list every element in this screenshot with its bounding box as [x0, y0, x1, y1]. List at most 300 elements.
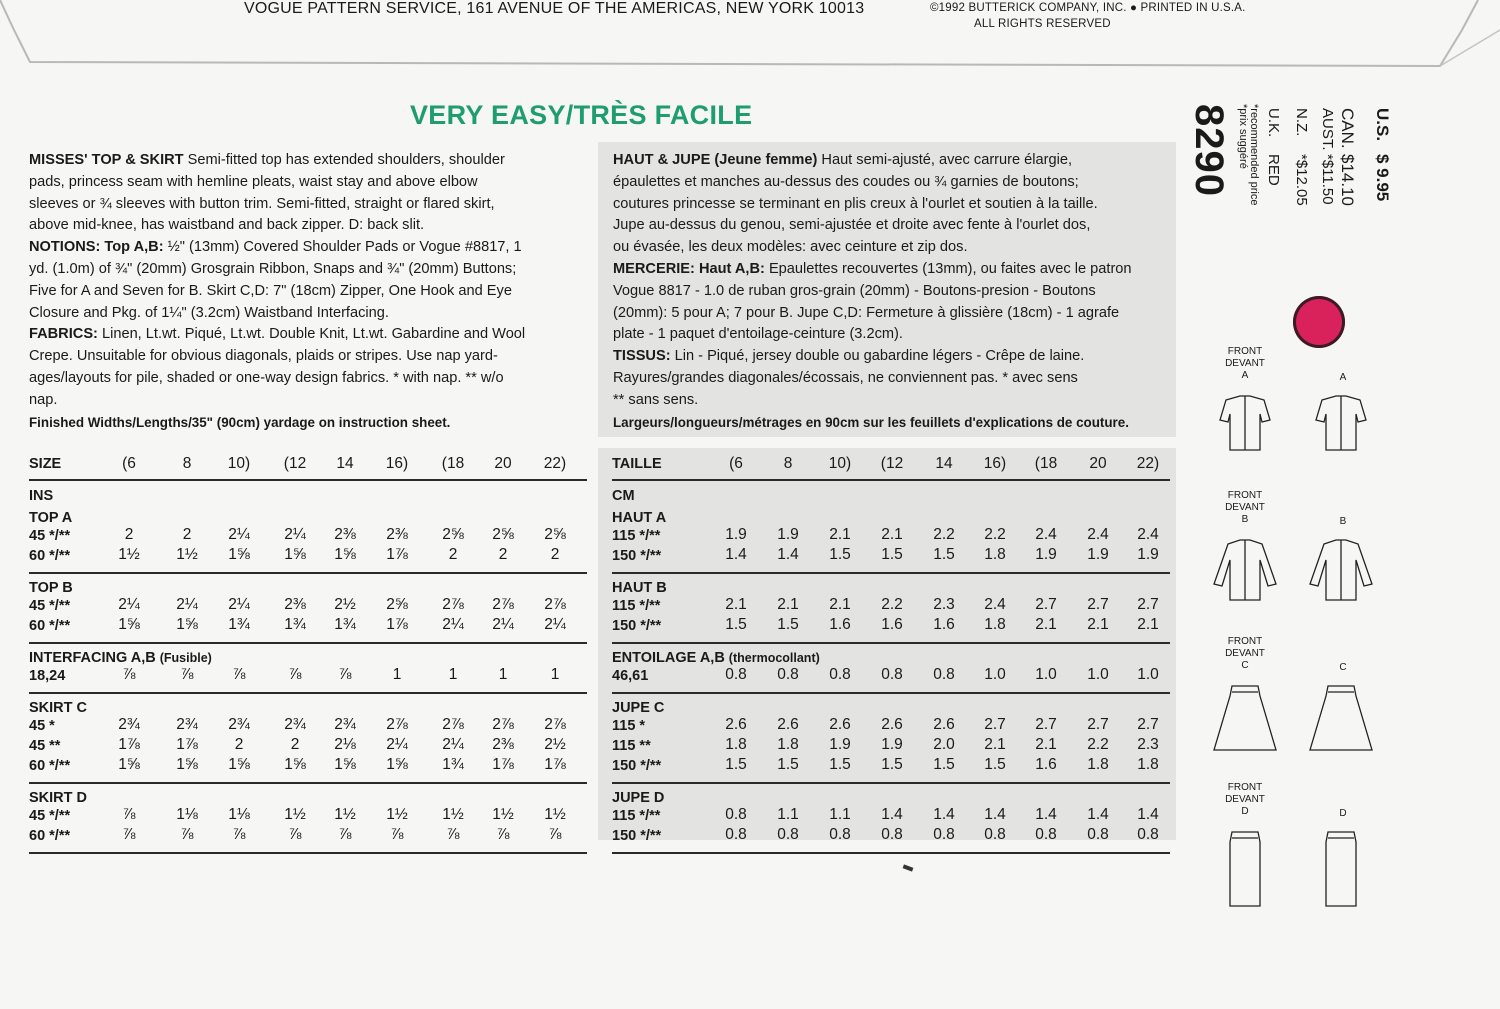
table-cell: 1.6 [933, 616, 955, 633]
table-cell: 2⅜ [334, 526, 356, 543]
row-label: 115 * [612, 718, 646, 734]
table-cell: 1⅞ [492, 756, 514, 773]
table-cell: 2⅞ [544, 596, 566, 613]
size-header-cell: 10) [828, 455, 852, 472]
size-header-cell: 16) [385, 455, 409, 472]
price-country: U.K. [1265, 108, 1282, 138]
group-title: TOP B [29, 580, 73, 596]
description-text: Epaulettes recouvertes (13mm), ou faites avec le patron [764, 260, 1132, 277]
row-label: 46,61 [612, 668, 649, 684]
table-cell: ⅞ [288, 666, 302, 683]
table-cell: 2¼ [176, 596, 198, 613]
table-cell: 1.4 [725, 546, 747, 563]
table-cell: 1.5 [881, 546, 903, 563]
color-dot [1293, 296, 1345, 348]
yardage-table-english [29, 452, 589, 842]
table-cell: 2.7 [1035, 716, 1057, 733]
table-cell: 2.6 [777, 716, 799, 733]
row-label: 115 */** [612, 808, 661, 824]
table-cell: 2.7 [984, 716, 1006, 733]
table-cell: 2.6 [881, 716, 903, 733]
table-cell: 1½ [176, 546, 198, 563]
table-cell: 1⅛ [176, 806, 198, 823]
table-cell: 2.1 [725, 596, 747, 613]
row-label: 45 */** [29, 528, 71, 544]
table-cell: 1.5 [777, 616, 799, 633]
table-cell: 1½ [118, 546, 140, 563]
row-label: 45 ** [29, 738, 61, 754]
table-cell: 2 [182, 526, 192, 543]
table-cell: 1⅞ [386, 546, 408, 563]
size-header-cell: 16) [983, 455, 1007, 472]
group-title: ENTOILAGE A,B (thermocollant) [612, 650, 820, 666]
table-cell: 2.7 [1137, 716, 1159, 733]
description-line [613, 259, 1132, 281]
table-cell: 2⅞ [442, 596, 464, 613]
table-cell: 1.4 [984, 806, 1006, 823]
table-cell: 2.2 [881, 596, 903, 613]
price-value: $ 9.95 [1373, 154, 1392, 202]
table-cell: 2.6 [829, 716, 851, 733]
table-cell: 1.1 [829, 806, 851, 823]
table-cell: 2¼ [228, 596, 250, 613]
description-heading: TISSUS: [613, 348, 671, 365]
table-cell: ⅞ [232, 666, 246, 683]
description-line [613, 303, 1132, 325]
row-label: 60 */** [29, 828, 71, 844]
description-text: Haut semi-ajusté, avec carrure élargie, [817, 152, 1073, 168]
table-cell: 1⅝ [176, 756, 198, 773]
table-cell: 2.1 [881, 526, 903, 543]
table-cell: ⅞ [232, 826, 246, 843]
description-line [29, 324, 525, 346]
price-row [1372, 108, 1392, 201]
group-title: TOP A [29, 510, 73, 526]
row-label: 60 */** [29, 618, 71, 634]
table-cell: 1.4 [933, 806, 955, 823]
table-cell: ⅞ [180, 826, 194, 843]
price-value: *$12.05 [1293, 154, 1310, 206]
front-view-sketch [1206, 826, 1286, 916]
table-cell: 0.8 [1035, 826, 1057, 843]
group-rule [612, 572, 1170, 574]
price-row [1293, 108, 1310, 206]
table-cell: 1.6 [881, 616, 903, 633]
table-cell: 1.8 [1137, 756, 1159, 773]
table-cell: 2.4 [1087, 526, 1109, 543]
row-label: 115 */** [612, 528, 661, 544]
front-view-sketch [1206, 390, 1286, 480]
table-cell: 1½ [544, 806, 566, 823]
table-cell: 2⅜ [386, 526, 408, 543]
table-cell: 1⅝ [118, 756, 140, 773]
table-cell: 2¼ [544, 616, 566, 633]
group-subtitle: (thermocollant) [728, 651, 820, 665]
unit-label: CM [612, 488, 635, 504]
table-cell: 2 [448, 546, 458, 563]
description-heading: HAUT & JUPE (Jeune femme) [613, 152, 818, 168]
table-cell: 1½ [334, 806, 356, 823]
table-cell: 2¼ [228, 526, 250, 543]
table-cell: 1⅝ [334, 756, 356, 773]
table-cell: 1.5 [829, 546, 851, 563]
table-cell: 1.5 [933, 756, 955, 773]
table-cell: 2¼ [442, 616, 464, 633]
table-cell: 1.6 [1035, 756, 1057, 773]
table-cell: 2⅛ [334, 736, 356, 753]
table-cell: 1.9 [1087, 546, 1109, 563]
table-cell: 2⅝ [442, 526, 464, 543]
description-line [29, 303, 525, 325]
description-line [613, 324, 1132, 346]
table-cell: 1.8 [725, 736, 747, 753]
table-cell: 0.8 [933, 826, 955, 843]
price-value: *$11.50 [1319, 154, 1336, 205]
table-cell: 2¼ [386, 736, 408, 753]
front-view-sketch [1206, 680, 1286, 770]
size-header-label: SIZE [29, 456, 62, 472]
row-label: 150 */** [612, 758, 662, 774]
sketch-label-line: DEVANT [1225, 648, 1265, 659]
table-cell: 1.5 [725, 756, 747, 773]
publisher-address: VOGUE PATTERN SERVICE, 161 AVENUE OF THE AMERICAS, NEW YORK 10013 [244, 0, 865, 17]
description-line [29, 259, 525, 281]
table-cell: 0.8 [881, 826, 903, 843]
table-cell: ⅞ [122, 666, 136, 683]
row-label: 60 */** [29, 548, 71, 564]
table-cell: 0.8 [725, 806, 747, 823]
sketch-label-line: FRONT [1227, 346, 1263, 357]
yardage-table-french [612, 452, 1172, 842]
table-cell: 2¼ [492, 616, 514, 633]
description-line [29, 172, 525, 194]
description-line [613, 215, 1132, 237]
description-text: Closure and Pkg. of 1¼" (3.2cm) Waistband Interfacing. [29, 304, 389, 321]
table-cell: 2⅝ [544, 526, 566, 543]
copyright-notice [930, 0, 1246, 32]
table-cell: 2.1 [1035, 616, 1057, 633]
row-label: 45 */** [29, 598, 71, 614]
row-label: 150 */** [612, 548, 662, 564]
table-cell: ⅞ [338, 666, 352, 683]
sketch-front-label [1222, 782, 1268, 818]
table-cell: 2.1 [1035, 736, 1057, 753]
table-cell: 2.7 [1035, 596, 1057, 613]
table-cell: 0.8 [725, 826, 747, 843]
table-cell: 2⅞ [492, 716, 514, 733]
table-cell: 2¾ [228, 716, 250, 733]
table-cell: 2.1 [829, 526, 851, 543]
table-cell: 0.8 [933, 666, 955, 683]
table-cell: 2¾ [176, 716, 198, 733]
table-cell: 1.8 [984, 616, 1006, 633]
table-cell: 1 [550, 666, 560, 683]
table-cell: 0.8 [829, 666, 851, 683]
table-cell: 2.6 [725, 716, 747, 733]
table-cell: 2⅞ [492, 596, 514, 613]
difficulty-title: VERY EASY/TRÈS FACILE [410, 100, 753, 130]
description-text: Crepe. Unsuitable for obvious diagonals, plaids or stripes. Use nap yard- [29, 348, 498, 365]
table-cell: 1⅝ [176, 616, 198, 633]
size-header-cell: (6 [122, 455, 136, 472]
row-label: 115 */** [612, 598, 661, 614]
description-text: Five for A and Seven for B. Skirt C,D: 7" (18cm) Zipper, One Hook and Eye [29, 282, 512, 299]
table-cell: 1⅞ [118, 736, 140, 753]
description-line [613, 368, 1132, 390]
table-cell: 1.5 [933, 546, 955, 563]
size-header-cell: (12 [880, 455, 904, 472]
description-heading: NOTIONS: Top A,B: [29, 239, 164, 256]
description-heading: FABRICS: [29, 326, 98, 343]
description-line [29, 281, 525, 303]
size-header-label: TAILLE [612, 456, 662, 472]
table-cell: 1.1 [777, 806, 799, 823]
table-cell: 0.8 [777, 826, 799, 843]
table-cell: 2.2 [1087, 736, 1109, 753]
description-line [29, 390, 525, 412]
description-text: above mid-knee, has waistband and back zipper. D: back slit. [29, 217, 425, 234]
table-cell: 1¾ [284, 616, 306, 633]
table-cell: 2⅞ [442, 716, 464, 733]
table-cell: 2¾ [284, 716, 306, 733]
table-cell: 2¾ [118, 716, 140, 733]
sketch-label-line: B [1241, 514, 1249, 525]
description-line [613, 194, 1132, 216]
table-cell: 1.0 [1087, 666, 1109, 683]
description-line [613, 172, 1132, 194]
table-cell: ⅞ [180, 666, 194, 683]
table-cell: 1.0 [1035, 666, 1057, 683]
table-cell: 1.8 [777, 736, 799, 753]
description-text: yd. (1.0m) of ¾" (20mm) Grosgrain Ribbon, Snaps and ¾" (20mm) Buttons; [29, 260, 517, 277]
sketch-front-label [1222, 636, 1268, 672]
table-cell: 2.6 [933, 716, 955, 733]
price-note-fr: *prix suggéré [1237, 104, 1249, 169]
table-cell: ⅞ [338, 826, 352, 843]
group-title: JUPE C [612, 700, 665, 716]
description-heading: MISSES' TOP & SKIRT [29, 152, 184, 168]
description-text: (20mm): 5 pour A; 7 pour B. Jupe C,D: Fermeture à glissière (18cm) - 1 agrafe [613, 304, 1120, 321]
table-cell: 0.8 [725, 666, 747, 683]
price-row [1337, 108, 1357, 206]
description-text: Lin - Piqué, jersey double ou gabardine légers - Crêpe de laine. [670, 348, 1085, 365]
table-cell: 1⅝ [228, 546, 250, 563]
size-header-cell: 8 [783, 455, 793, 472]
pattern-number: 8290 [1187, 104, 1231, 197]
sketch-label-line: D [1241, 806, 1249, 817]
description-text: épaulettes et manches au-dessus des coudes ou ¾ garnies de boutons; [613, 173, 1079, 190]
group-title: SKIRT C [29, 700, 87, 716]
description-text: ½" (13mm) Covered Shoulder Pads or Vogue #8817, 1 [163, 239, 522, 256]
table-cell: ⅞ [122, 806, 136, 823]
group-rule [612, 782, 1170, 784]
description-line [29, 150, 525, 172]
table-cell: 1.8 [1087, 756, 1109, 773]
table-cell: 1.9 [1035, 546, 1057, 563]
description-text: Rayures/grandes diagonales/écossais, ne conviennent pas. * avec sens [613, 369, 1078, 386]
table-cell: 1⅝ [284, 546, 306, 563]
description-line [29, 194, 525, 216]
price-country: AUST. [1319, 108, 1336, 151]
table-cell: 1.9 [1137, 546, 1159, 563]
sketch-front-label [1222, 490, 1268, 526]
table-cell: 1.0 [984, 666, 1006, 683]
table-cell: 2.3 [1137, 736, 1159, 753]
finished-note: Largeurs/longueurs/métrages en 90cm sur les feuillets d'explications de couture. [613, 414, 1129, 430]
group-subtitle: (Fusible) [159, 651, 212, 665]
group-title: JUPE D [612, 790, 665, 806]
group-rule [29, 572, 587, 574]
description-text: Semi-fitted top has extended shoulders, shoulder [183, 152, 505, 168]
table-cell: 2.2 [984, 526, 1006, 543]
price-value: $14.10 [1338, 154, 1357, 206]
description-text: ou évasée, les deux modèles: avec ceinture et zip dos. [613, 239, 968, 256]
group-rule [612, 852, 1170, 854]
table-cell: 2⅜ [492, 736, 514, 753]
sketch-back-label: A [1339, 372, 1347, 383]
table-cell: 0.8 [1087, 826, 1109, 843]
sketch-label-line: C [1241, 660, 1249, 671]
size-header-cell: 20 [1089, 455, 1107, 472]
unit-label: INS [29, 488, 54, 504]
table-cell: 2.1 [984, 736, 1006, 753]
description-text: coutures princesse se terminant en plis creux à l'ourlet et soutien à la taille. [613, 195, 1098, 212]
table-cell: ⅞ [446, 826, 460, 843]
table-cell: 2.4 [984, 596, 1006, 613]
table-cell: 0.8 [777, 666, 799, 683]
table-cell: 0.8 [881, 666, 903, 683]
table-cell: 2.7 [1137, 596, 1159, 613]
size-header-cell: 22) [543, 455, 567, 472]
table-cell: 2.4 [1035, 526, 1057, 543]
table-cell: 2½ [544, 736, 566, 753]
table-cell: 1.9 [777, 526, 799, 543]
table-cell: 1 [498, 666, 508, 683]
table-cell: 2¼ [284, 526, 306, 543]
price-country: U.S. [1373, 108, 1392, 142]
english-description [29, 150, 525, 433]
table-cell: 2¼ [118, 596, 140, 613]
sketch-label-line: DEVANT [1225, 794, 1265, 805]
table-cell: 2 [124, 526, 134, 543]
table-cell: 2.1 [1137, 616, 1159, 633]
row-label: 18,24 [29, 668, 66, 684]
table-cell: 1.4 [1035, 806, 1057, 823]
table-cell: 1⅞ [176, 736, 198, 753]
description-line [613, 150, 1132, 172]
table-cell: 1⅞ [386, 616, 408, 633]
back-view-sketch [1302, 390, 1382, 480]
size-header-cell: 10) [227, 455, 251, 472]
description-text: Linen, Lt.wt. Piqué, Lt.wt. Double Knit, Lt.wt. Gabardine and Wool [97, 326, 526, 343]
table-cell: 1¾ [334, 616, 356, 633]
description-text: nap. [29, 391, 58, 408]
group-rule [29, 642, 587, 644]
description-line [29, 346, 525, 368]
row-label: 45 */** [29, 808, 71, 824]
price-country: N.Z. [1293, 108, 1310, 137]
size-header-cell: (6 [729, 455, 743, 472]
table-cell: 1¾ [442, 756, 464, 773]
table-cell: 2.1 [777, 596, 799, 613]
description-line [29, 215, 525, 237]
description-text: plate - 1 paquet d'entoilage-ceinture (3.2cm). [613, 326, 903, 343]
sketch-label-line: FRONT [1227, 636, 1263, 647]
size-header-cell: 14 [935, 455, 953, 472]
table-cell: 1⅞ [544, 756, 566, 773]
description-text: Vogue 8817 - 1.0 de ruban gros-grain (20mm) - Boutons-presion - Boutons [613, 282, 1096, 299]
table-cell: 0.8 [829, 826, 851, 843]
table-cell: 2.3 [933, 596, 955, 613]
description-line [613, 346, 1132, 368]
table-cell: 2¾ [334, 716, 356, 733]
table-cell: 2 [290, 736, 300, 753]
sketch-back-label: D [1339, 808, 1347, 819]
size-header-cell: 8 [182, 455, 192, 472]
table-cell: 1.4 [1087, 806, 1109, 823]
table-cell: 2½ [334, 596, 356, 613]
table-cell: 1.5 [984, 756, 1006, 773]
back-view-sketch [1302, 534, 1382, 624]
group-title: HAUT A [612, 510, 667, 526]
table-cell: 1.5 [881, 756, 903, 773]
row-label: 150 */** [612, 828, 662, 844]
table-cell: 1⅛ [228, 806, 250, 823]
group-rule [29, 692, 587, 694]
group-title: SKIRT D [29, 790, 87, 806]
description-line [613, 237, 1132, 259]
row-label: 45 * [29, 718, 55, 734]
table-cell: 2 [234, 736, 244, 753]
table-cell: 1 [448, 666, 458, 683]
table-cell: 1⅝ [228, 756, 250, 773]
table-cell: 1½ [492, 806, 514, 823]
table-cell: 1⅝ [334, 546, 356, 563]
price-row [1319, 108, 1336, 205]
group-rule [612, 642, 1170, 644]
row-label: 60 */** [29, 758, 71, 774]
sketch-back-label: C [1339, 662, 1347, 673]
table-cell: 2¼ [442, 736, 464, 753]
price-row [1265, 108, 1282, 186]
description-text: sleeves or ¾ sleeves with button trim. Semi-fitted, straight or flared skirt, [29, 195, 495, 212]
group-title: INTERFACING A,B (Fusible) [29, 650, 212, 666]
table-cell: 1.5 [777, 756, 799, 773]
table-cell: ⅞ [122, 826, 136, 843]
table-cell: 1⅝ [386, 756, 408, 773]
table-cell: 1.9 [881, 736, 903, 753]
description-line [29, 237, 525, 259]
sketch-back-label: B [1339, 516, 1347, 527]
table-cell: 1½ [442, 806, 464, 823]
table-cell: 0.8 [1137, 826, 1159, 843]
price-country: CAN. [1338, 108, 1357, 149]
header-rule [29, 479, 587, 481]
table-cell: 2.1 [1087, 616, 1109, 633]
sketch-label-line: DEVANT [1225, 358, 1265, 369]
size-header-cell: 20 [494, 455, 512, 472]
table-cell: 1½ [386, 806, 408, 823]
table-cell: 1.5 [829, 756, 851, 773]
table-cell: ⅞ [548, 826, 562, 843]
group-rule [29, 782, 587, 784]
sketch-label-line: DEVANT [1225, 502, 1265, 513]
table-cell: 1.8 [984, 546, 1006, 563]
table-cell: 2⅞ [386, 716, 408, 733]
table-cell: 1 [392, 666, 402, 683]
price-note-en: *recommended price [1248, 104, 1260, 206]
row-label: 150 */** [612, 618, 662, 634]
